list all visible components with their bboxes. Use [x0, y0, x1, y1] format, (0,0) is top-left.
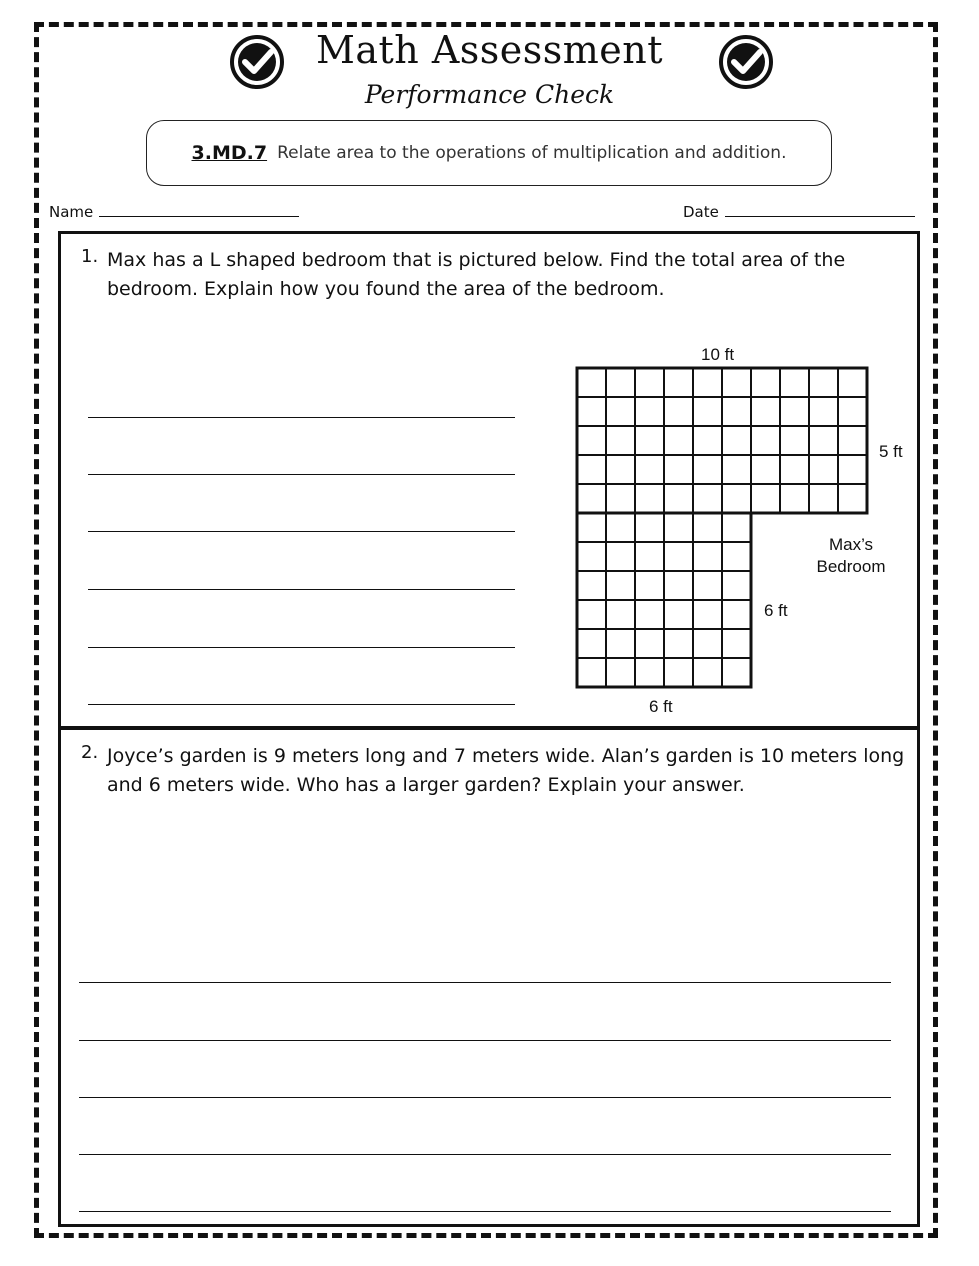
bottom-dimension-label: 6 ft	[649, 697, 673, 716]
grid-cell	[722, 658, 751, 687]
grid-cell	[838, 397, 867, 426]
grid-cell	[577, 368, 606, 397]
grid-cell	[693, 629, 722, 658]
grid-cell	[693, 542, 722, 571]
grid-cell	[577, 426, 606, 455]
grid-cell	[635, 484, 664, 513]
grid-cell	[809, 368, 838, 397]
grid-cell	[664, 600, 693, 629]
grid-cell	[606, 600, 635, 629]
top-dimension-label: 10 ft	[701, 345, 735, 364]
grid-cell	[606, 426, 635, 455]
grid-cell	[664, 542, 693, 571]
grid-cell	[635, 542, 664, 571]
grid-cell	[780, 397, 809, 426]
grid-cell	[780, 368, 809, 397]
grid-cell	[693, 484, 722, 513]
grid-cell	[606, 542, 635, 571]
grid-cell	[722, 426, 751, 455]
standard-code: 3.MD.7	[191, 142, 268, 164]
date-blank[interactable]	[725, 204, 915, 217]
grid-cell	[809, 426, 838, 455]
grid-cell	[780, 455, 809, 484]
grid-cell	[635, 571, 664, 600]
grid-cell	[722, 600, 751, 629]
grid-cell	[635, 513, 664, 542]
question-2-box	[58, 727, 920, 1227]
name-field[interactable]	[49, 203, 299, 221]
grid-cell	[606, 629, 635, 658]
grid-cell	[809, 455, 838, 484]
question-1-box	[58, 231, 920, 729]
grid-cell	[577, 484, 606, 513]
grid-cell	[809, 397, 838, 426]
grid-cell	[722, 484, 751, 513]
grid-cell	[693, 426, 722, 455]
grid-cell	[751, 426, 780, 455]
question-2-number: 2.	[81, 742, 99, 763]
grid-cell	[606, 397, 635, 426]
grid-cell	[751, 455, 780, 484]
grid-cell	[664, 513, 693, 542]
grid-cell	[635, 368, 664, 397]
standard-box	[146, 120, 832, 186]
grid-cell	[664, 484, 693, 513]
grid-cell	[577, 397, 606, 426]
grid-cell	[693, 455, 722, 484]
grid-cell	[693, 397, 722, 426]
grid-cell	[635, 426, 664, 455]
answer-line[interactable]	[79, 1211, 891, 1212]
grid-cell	[838, 368, 867, 397]
grid-cell	[838, 426, 867, 455]
grid-cell	[751, 368, 780, 397]
bedroom-caption: Max’s Bedroom	[816, 535, 886, 576]
grid-cell	[751, 397, 780, 426]
grid-cell	[606, 571, 635, 600]
grid-cell	[606, 368, 635, 397]
right-dimension-label: 5 ft	[879, 442, 903, 461]
name-blank[interactable]	[99, 204, 299, 217]
page-title: Math Assessment	[315, 28, 664, 72]
grid-cell	[751, 484, 780, 513]
page-subtitle: Performance Check	[364, 80, 615, 109]
bedroom-grid-diagram	[61, 234, 917, 726]
grid-cell	[722, 629, 751, 658]
grid-cell	[722, 455, 751, 484]
grid-cell	[693, 571, 722, 600]
grid-cell	[664, 397, 693, 426]
answer-line[interactable]	[79, 1040, 891, 1041]
grid-cell	[722, 571, 751, 600]
grid-cell	[693, 368, 722, 397]
grid-cell	[635, 397, 664, 426]
grid-cell	[664, 658, 693, 687]
grid-cell	[577, 513, 606, 542]
grid-cell	[722, 542, 751, 571]
grid-cell	[664, 368, 693, 397]
grid-cell	[780, 484, 809, 513]
grid-cell	[606, 484, 635, 513]
grid-cell	[838, 484, 867, 513]
grid-cell	[722, 513, 751, 542]
grid-cell	[693, 658, 722, 687]
name-label: Name	[49, 203, 94, 221]
grid-cell	[577, 455, 606, 484]
grid-cell	[606, 513, 635, 542]
grid-cells	[577, 368, 867, 687]
grid-cell	[577, 629, 606, 658]
grid-cell	[780, 426, 809, 455]
grid-cell	[606, 658, 635, 687]
answer-line[interactable]	[79, 1097, 891, 1098]
grid-cell	[838, 455, 867, 484]
question-1-text: Max has a L shaped bedroom that is pictured below. Find the total area of the bedroom. Explain how you found the area of the bedroom.	[107, 249, 846, 300]
grid-cell	[635, 658, 664, 687]
grid-cell	[664, 629, 693, 658]
grid-cell	[693, 600, 722, 629]
question-1-number: 1.	[81, 246, 99, 267]
standard-description: Relate area to the operations of multiplication and addition.	[277, 143, 787, 163]
grid-cell	[664, 426, 693, 455]
grid-cell	[577, 658, 606, 687]
grid-cell	[635, 629, 664, 658]
answer-line[interactable]	[79, 982, 891, 983]
question-2-text: Joyce’s garden is 9 meters long and 7 meters wide. Alan’s garden is 10 meters long and 6 meters wide. Who has a larger garden? Explain your answer.	[107, 745, 905, 796]
date-field[interactable]	[683, 203, 915, 221]
answer-line[interactable]	[79, 1154, 891, 1155]
grid-cell	[635, 455, 664, 484]
grid-cell	[722, 368, 751, 397]
grid-cell	[577, 542, 606, 571]
grid-cell	[722, 397, 751, 426]
date-label: Date	[683, 203, 719, 221]
grid-cell	[809, 484, 838, 513]
grid-cell	[664, 455, 693, 484]
inner-dimension-label: 6 ft	[764, 601, 788, 620]
grid-cell	[664, 571, 693, 600]
grid-cell	[635, 600, 664, 629]
grid-cell	[693, 513, 722, 542]
grid-cell	[606, 455, 635, 484]
grid-cell	[577, 571, 606, 600]
grid-cell	[577, 600, 606, 629]
